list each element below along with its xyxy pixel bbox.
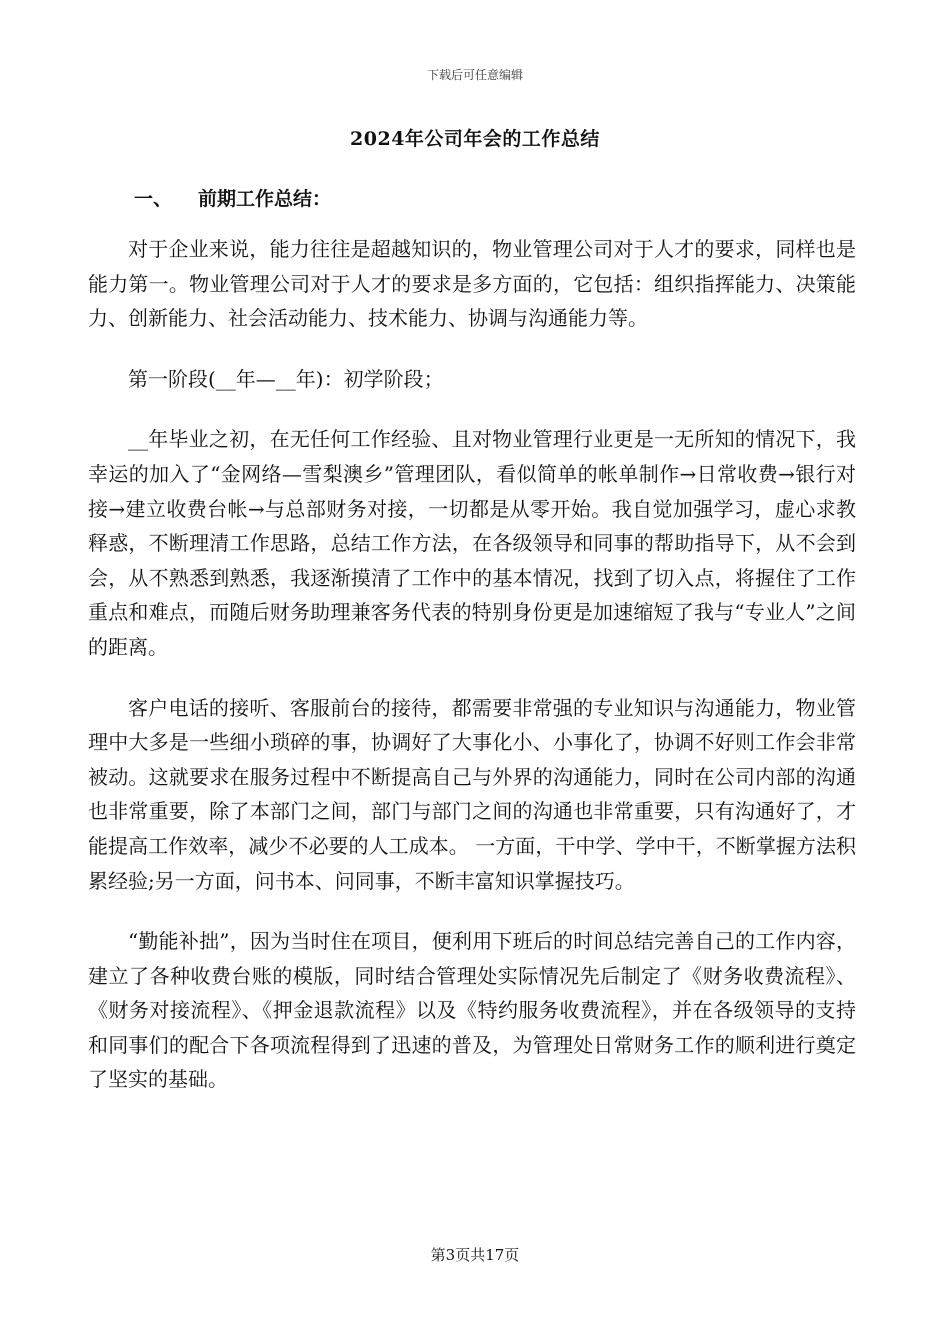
section-label: 前期工作总结： xyxy=(198,188,332,210)
page-footer: 第3页共17页 xyxy=(430,1246,520,1264)
document-title: 2024年公司年会的工作总结 xyxy=(350,128,600,150)
paragraph: 客户电话的接听、客服前台的接待，都需要非常强的专业知识与沟通能力，物业管理中大多是一些细小琐碎的事，协调好了大事化小、小事化了，协调不好则工作会非常被动。这就要求在服务过程中不断提高自己与外界的沟通能力，同时在公司内部的沟通也非常重要，除了本部门之间，部门与部门之间的沟通也非常重要，只有沟通好了，才能提高工作效率，减少不必要的人工成本。 一方面，干中学、学中干，不断掌握方法积累经验;另一方面，问书本、问同事，不断丰富知识掌握技巧。 xyxy=(88,695,856,893)
paragraph: __年毕业之初，在无任何工作经验、且对物业管理行业更是一无所知的情况下，我幸运的加入了“金网络—雪梨澳乡”管理团队，看似简单的帐单制作→日常收费→银行对接→建立收费台帐→与总部财务对接，一切都是从零开始。我自觉加强学习，虚心求教释惑，不断理清工作思路，总结工作方法，在各级领导和同事的帮助指导下，从不会到会，从不熟悉到熟悉，我逐渐摸清了工作中的基本情况，找到了切入点，将握住了工作重点和难点，而随后财务助理兼客务代表的特别身份更是加速缩短了我与“专业人”之间的距离。 xyxy=(88,427,856,659)
paragraph: 第一阶段(__年—__年)：初学阶段； xyxy=(128,366,444,391)
section-number: 一、 xyxy=(134,188,173,210)
paragraph: 对于企业来说，能力往往是超越知识的，物业管理公司对于人才的要求，同样也是能力第一。物业管理公司对于人才的要求是多方面的，它包括：组织指挥能力、决策能力、创新能力、社会活动能力、技术能力、协调与沟通能力等。 xyxy=(88,237,856,331)
section-heading xyxy=(134,184,331,211)
document-body xyxy=(88,232,856,1123)
paragraph: “勤能补拙”，因为当时住在项目，便利用下班后的时间总结完善自己的工作内容，建立了各种收费台账的模版，同时结合管理处实际情况先后制定了《财务收费流程》、《财务对接流程》、《押金退款流程》以及《特约服务收费流程》，并在各级领导的支持和同事们的配合下各项流程得到了迅速的普及，为管理处日常财务工作的顺利进行奠定了坚实的基础。 xyxy=(88,929,856,1092)
page-header: 下载后可任意编辑 xyxy=(426,68,523,82)
